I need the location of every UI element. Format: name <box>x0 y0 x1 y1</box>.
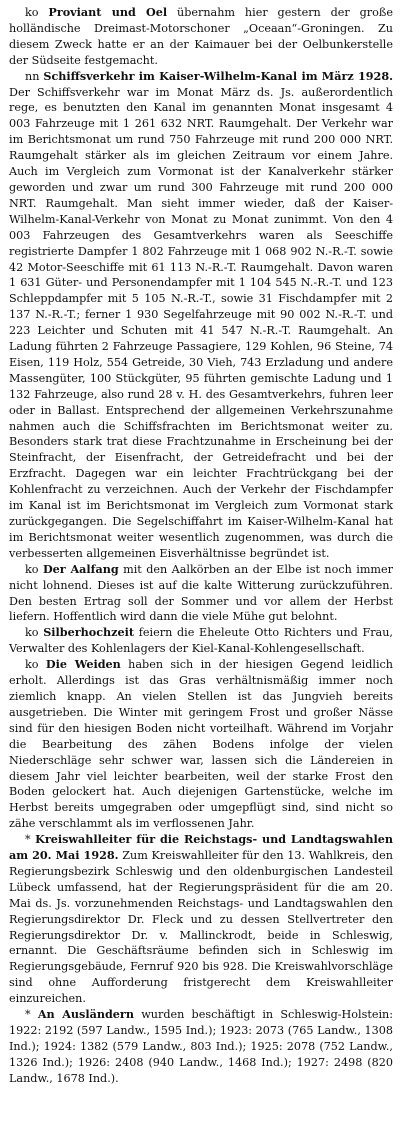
article-marker: ko <box>25 562 39 576</box>
article-body: mit den Aalkörben an der Elbe ist noch immer nicht lohnend. Dieses ist auf die kalte Witterung zurückzuführen. Den besten Ertrag soll der Sommer und vor allem der Herbst liefern. Hoffentlich wird dann die viele Mühe gut belohnt. <box>9 562 393 624</box>
article-headline: Kreiswahlleiter für die Reichstags- und Landtagswahlen am 20. Mai 1928. <box>9 832 394 863</box>
article-marker: ko <box>25 6 39 19</box>
article-headline: Die Weiden <box>45 657 121 672</box>
article-headline: Der Aalfang <box>42 561 119 576</box>
article-auslaender <box>9 1007 393 1087</box>
article-headline: Proviant und Oel <box>48 5 168 19</box>
article-silberhochzeit <box>9 625 393 657</box>
article-weiden <box>9 657 393 832</box>
article-body: Zum Kreiswahlleiter für den 13. Wahlkreis, den Regierungsbezirk Schleswig und den oldenburgischen Landesteil Lübeck umfassend, hat der Regierungspräsident für die am 20. Mai ds. Js. vorzunehmenden Reichstags- und Landtagswahlen den Regierungsdirektor Dr. Fleck und zu dessen Stellvertreter den Regierungsdirektor Dr. v. Mallinckrodt, beide in Schleswig, ernannt. Die Geschäftsräume befinden sich in Schleswig im Regierungsgebäude, Fernruf 920 bis 928. Die Kreiswahlvorschläge sind ohne Aufforderung fristgerecht dem Kreiswahlleiter einzureichen. <box>9 849 393 1006</box>
article-kreiswahlleiter <box>9 832 393 1007</box>
article-marker: nn <box>25 69 40 83</box>
article-aalfang <box>9 562 393 626</box>
article-body: Der Schiffsverkehr war im Monat März ds. Js. außerordentlich rege, es benutzten den Kanal im genannten Monat insgesamt 4 003 Fahrzeuge mit 1 261 632 NRT. Raumgehalt. Der Verkehr war im Berichtsmonat um rund 750 Fahrzeuge mit rund 200 000 NRT. Raumgehalt stärker als im gleichen Zeitraum vor einem Jahre. Auch im Vergleich zum Vormonat ist der Kanalverkehr stärker geworden und zwar um rund 300 Fahrzeuge mit rund 200 000 NRT. Raumgehalt. Man sieht immer wieder, daß der Kaiser-Wilhelm-Kanal-Verkehr von Monat zu Monat zunimmt. Von den 4 003 Fahrzeugen des Gesamtverkehrs waren als Seeschiffe registrierte Dampfer 1 802 Fahrzeuge mit 1 068 902 N.-R.-T. sowie 42 Motor-Seeschiffe mit 61 113 N.-R.-T. Raumgehalt. Davon waren 1 631 Güter- und Personendampfer mit 1 104 545 N.-R.-T. und 123 Schleppdampfer mit 5 105 N.-R.-T., sowie 31 Fischdampfer mit 2 137 N.-R.-T.; ferner 1 930 Segelfahrzeuge mit 90 002 N.-R.-T. und 223 Leichter und Schuten mit 41 547 N.-R.-T. Raumgehalt. An Ladung führten 2 Fahrzeuge Passagiere, 129 Kohlen, 96 Steine, 74 Eisen, 119 Holz, 554 Getreide, 30 Vieh, 743 Erzladung und andere Massengüter, 100 Stückgüter, 95 führten gemischte Ladung und 1 132 Fahrzeuge, also rund 28 v. H. des Gesamtverkehrs, fuhren leer oder in Ballast. Entsprechend der allgemeinen Verkehrszunahme nahmen auch die Schiffsfrachten im Berichtsmonat weiter zu. Besonders stark trat diese Frachtzunahme in Erscheinung bei der Steinfracht, der Eisenfracht, der Getreidefracht und bei der Erzfracht. Dagegen war ein leichter Frachtrückgang bei der Kohlenfracht zu verzeichnen. Auch der Verkehr der Fischdampfer im Kanal ist im Berichtsmonat im Vergleich zum Vormonat stark zurückgegangen. Die Segelschiffahrt im Kaiser-Wilhelm-Kanal hat im Berichtsmonat weiter wesentlich zugenommen, was durch die verbesserten allgemeinen Eisverhältnisse begründet ist. <box>9 85 393 560</box>
article-headline: An Ausländern <box>37 1007 134 1022</box>
article-body: haben sich in der hiesigen Gegend leidlich erholt. Allerdings ist das Gras verhältnismäßig immer noch ziemlich knapp. An vielen Stellen ist das Jungvieh bereits ausgetrieben. Die Winter mit geringem Frost und großer Nässe sind für den hiesigen Boden nicht vorteilhaft. Während im Vorjahr die Bearbeitung des zähen Bodens infolge der vielen Niederschläge sehr schwer war, lassen sich die Ländereien in diesem Jahr viel leichter bearbeiten, weil der starke Frost den Boden gelockert hat. Auch diejenigen Gartenstücke, welche im Herbst bereits umgegraben oder umgepflügt sind, sind nicht so zähe verschlammt als im verflossenen Jahr. <box>9 658 393 831</box>
article-schiffsverkehr <box>9 69 393 562</box>
article-headline: Schiffsverkehr im Kaiser-Wilhelm-Kanal im März 1928. <box>43 68 393 83</box>
article-body: wurden beschäftigt in Schleswig-Holstein: 1922: 2192 (597 Landw., 1595 Ind.); 1923: 2073 (765 Landw., 1308 Ind.); 1924: 1382 (579 Landw., 803 Ind.); 1925: 2078 (752 Landw., 1326 Ind.); 1926: 2408 (940 Landw., 1468 Ind.); 1927: 2498 (820 Landw., 1678 Ind.). <box>9 1008 393 1085</box>
article-marker: * <box>25 833 31 847</box>
article-proviant <box>9 5 393 69</box>
article-body: übernahm hier gestern der große holländische Dreimast-Motorschoner „Oceaan“-Groningen. Zu diesem Zweck hatte er an der Kaimauer bei der Oelbunkerstelle der Südseite festgemacht. <box>9 6 393 67</box>
article-marker: ko <box>25 626 39 640</box>
article-marker: ko <box>25 658 39 672</box>
article-body: feiern die Eheleute Otto Richters und Frau, Verwalter des Kohlenlagers der Kiel-Kanal-Kohlengesellschaft. <box>9 626 393 656</box>
article-marker: * <box>25 1008 31 1022</box>
article-headline: Silberhochzeit <box>43 625 135 640</box>
